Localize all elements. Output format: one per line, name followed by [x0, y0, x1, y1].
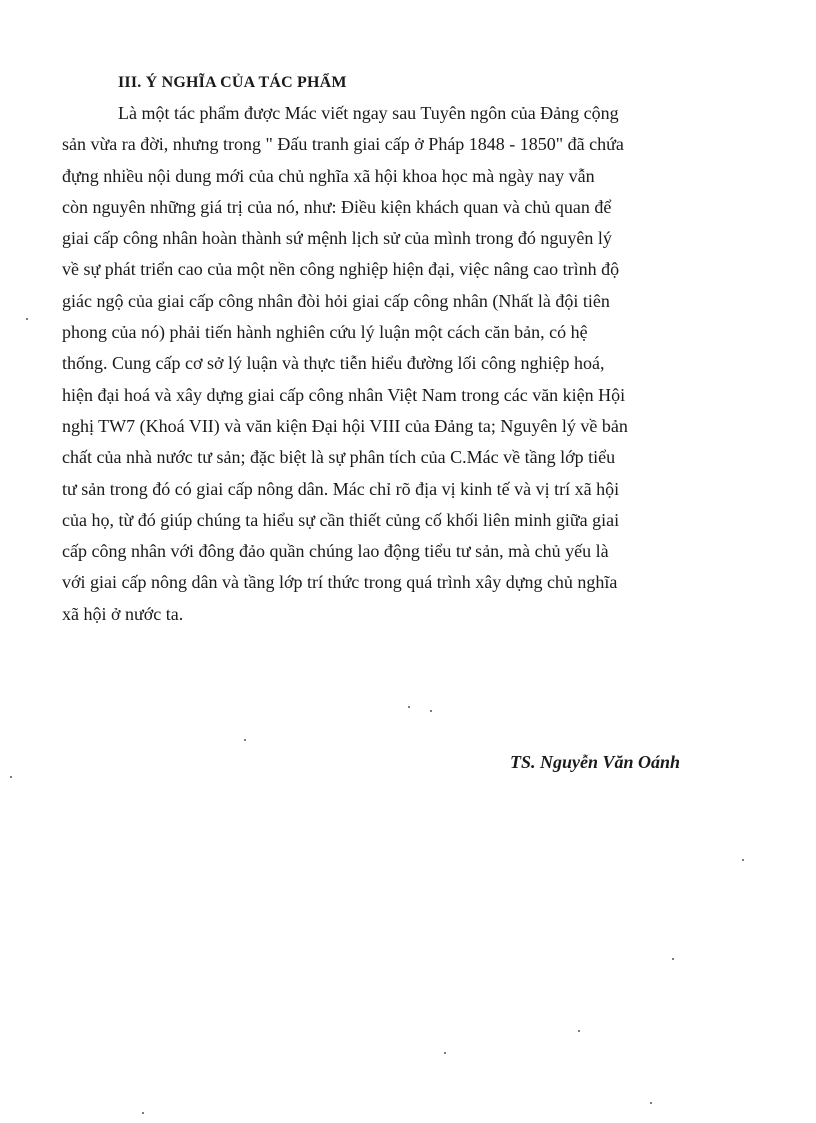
paragraph-line: giai cấp công nhân hoàn thành sứ mệnh lịch sử của mình trong đó nguyên lý	[62, 228, 612, 249]
paragraph-line: phong của nó) phải tiến hành nghiên cứu lý luận một cách căn bản, có hệ	[62, 322, 588, 343]
section-heading: III. Ý NGHĨA CỦA TÁC PHẨM	[118, 74, 347, 91]
paragraph-line: Là một tác phẩm được Mác viết ngay sau Tuyên ngôn của Đảng cộng	[118, 103, 619, 123]
scan-speck	[578, 1030, 580, 1032]
paragraph-line: nghị TW7 (Khoá VII) và văn kiện Đại hội VIII của Đảng ta; Nguyên lý về bản	[62, 415, 628, 436]
scan-speck	[444, 1052, 446, 1054]
paragraph-line: tư sản trong đó có giai cấp nông dân. Mác chỉ rõ địa vị kinh tế và vị trí xã hội	[62, 478, 620, 499]
paragraph-line: về sự phát triển cao của một nền công nghiệp hiện đại, việc nâng cao trình độ	[62, 259, 620, 280]
scan-speck	[672, 958, 674, 960]
paragraph-line: cấp công nhân với đông đảo quần chúng lao động tiểu tư sản, mà chủ yếu là	[62, 541, 609, 562]
scan-speck	[244, 739, 246, 741]
scan-speck	[650, 1102, 652, 1104]
scan-speck	[430, 710, 432, 712]
paragraph-line: thống. Cung cấp cơ sở lý luận và thực tiễn hiểu đường lối công nghiệp hoá,	[62, 353, 605, 374]
paragraph-line: của họ, từ đó giúp chúng ta hiểu sự cần thiết củng cố khối liên minh giữa giai	[62, 509, 620, 530]
paragraph-line: đựng nhiều nội dung mới của chủ nghĩa xã hội khoa học mà ngày nay vẫn	[62, 165, 595, 186]
paragraph-line: với giai cấp nông dân và tầng lớp trí thức trong quá trình xây dựng chủ nghĩa	[62, 572, 618, 593]
paragraph-line: còn nguyên những giá trị của nó, như: Điều kiện khách quan và chủ quan để	[62, 196, 612, 217]
scan-speck	[742, 859, 744, 861]
body-paragraph	[62, 98, 782, 630]
paragraph-line: hiện đại hoá và xây dựng giai cấp công nhân Việt Nam trong các văn kiện Hội	[62, 384, 626, 405]
paragraph-line: sản vừa ra đời, nhưng trong " Đấu tranh giai cấp ở Pháp 1848 - 1850" đã chứa	[62, 134, 624, 155]
scan-speck	[26, 318, 28, 320]
author-signature: TS. Nguyễn Văn Oánh	[510, 752, 681, 772]
paragraph-line: chất của nhà nước tư sản; đặc biệt là sự phân tích của C.Mác về tầng lớp tiểu	[62, 447, 616, 468]
paragraph-line: giác ngộ của giai cấp công nhân đòi hỏi giai cấp công nhân (Nhất là đội tiên	[62, 290, 610, 311]
paragraph-line: xã hội ở nước ta.	[62, 603, 184, 624]
scan-speck	[408, 706, 410, 708]
scan-speck	[142, 1112, 144, 1114]
scan-speck	[10, 776, 12, 778]
